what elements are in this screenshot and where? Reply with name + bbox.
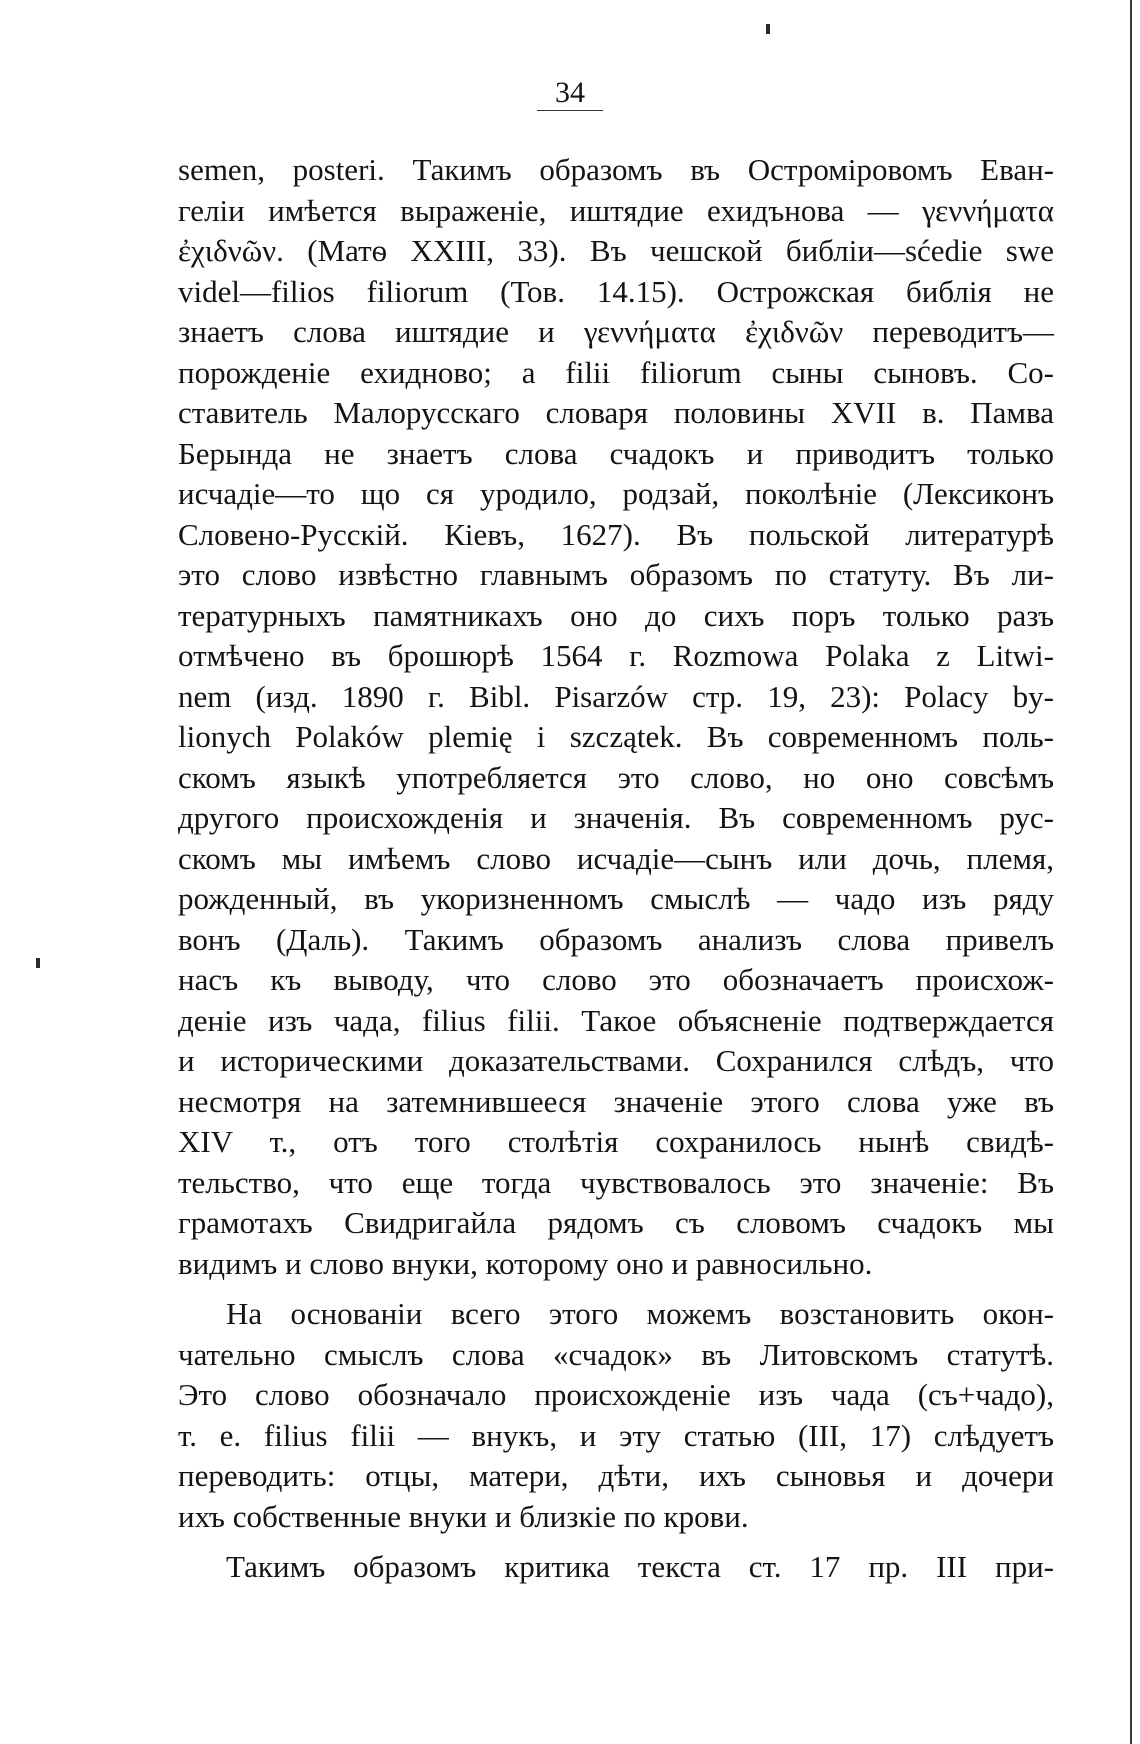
text-line: ἐχιδνῶν. (Матѳ XXIII, 33). Въ чешской библіи—sćedie swe	[178, 233, 1054, 268]
text-line: На основаніи всего этого можемъ возстановить окон-	[226, 1296, 1054, 1331]
text-line: геліи имѣется выраженіе, иштядие ехидънова — γεννήματα	[178, 192, 1054, 228]
text-line: Это слово обозначало происхожденіе изъ чада (съ+чадо),	[178, 1377, 1054, 1412]
text-line: XIV т., отъ того столѣтія сохранилось нынѣ свидѣ-	[178, 1124, 1054, 1159]
text-line: скомъ языкѣ употребляется это слово, но оно совсѣмъ	[178, 759, 1054, 795]
scan-edge	[1130, 0, 1132, 1744]
text-line: Такимъ образомъ критика текста ст. 17 пр. III при-	[226, 1549, 1054, 1584]
text-line: lionych Polaków plemię i szczątek. Въ современномъ поль-	[178, 719, 1054, 754]
text-line: videl—filios filiorum (Тов. 14.15). Острожская библія не	[178, 273, 1054, 309]
text-line: видимъ и слово внуки, которому оно и равносильно.	[178, 1245, 873, 1281]
paragraph-gap	[178, 1537, 1054, 1547]
text-line: nem (изд. 1890 г. Bibl. Pisarzów стр. 19, 23): Polacy by-	[178, 678, 1054, 714]
text-line: Берында не знаетъ слова счадокъ и приводитъ только	[178, 435, 1054, 471]
text-line: насъ къ выводу, что слово это обозначаетъ происхож-	[178, 962, 1054, 997]
page-number	[0, 78, 1140, 111]
text-line: грамотахъ Свидригайла рядомъ съ словомъ счадокъ мы	[178, 1205, 1054, 1240]
text-line: другого происхожденія и значенія. Въ современномъ рус-	[178, 800, 1054, 835]
page-number-text: 34	[537, 78, 603, 111]
text-line: деніе изъ чада, filius filii. Такое объясненіе подтверждается	[178, 1002, 1054, 1038]
text-line: и историческими доказательствами. Сохранился слѣдъ, что	[178, 1043, 1054, 1078]
text-line: вонъ (Даль). Такимъ образомъ анализъ слова привелъ	[178, 921, 1054, 957]
text-line: т. е. filius filii — внукъ, и эту статью (III, 17) слѣдуетъ	[178, 1417, 1054, 1453]
text-line: тературныхъ памятникахъ оно до сихъ поръ только разъ	[178, 597, 1054, 633]
paragraph-list	[178, 150, 1054, 1588]
text-line: переводить: отцы, матери, дѣти, ихъ сыновья и дочери	[178, 1458, 1054, 1493]
text-line: Словено-Русскій. Кіевъ, 1627). Въ польской литературѣ	[178, 516, 1054, 552]
paragraph-gap	[178, 1284, 1054, 1294]
text-line: это слово извѣстно главнымъ образомъ по статуту. Въ ли-	[178, 557, 1054, 592]
paragraph	[178, 150, 1054, 1284]
text-line: ихъ собственные внуки и близкіе по крови.	[178, 1498, 749, 1534]
text-line: рожденный, въ укоризненномъ смыслѣ — чадо изъ ряду	[178, 881, 1054, 916]
body-text	[178, 150, 1054, 1588]
scan-speck	[36, 958, 40, 968]
paragraph	[178, 1294, 1054, 1537]
text-line: тельство, что еще тогда чувствовалось это значеніе: Въ	[178, 1164, 1054, 1200]
text-line: порожденіе ехидново; а filii filiorum сыны сыновъ. Со-	[178, 354, 1054, 390]
text-line: semen, posteri. Такимъ образомъ въ Остроміровомъ Еван-	[178, 152, 1054, 187]
text-line: несмотря на затемнившееся значеніе этого слова уже въ	[178, 1083, 1054, 1119]
text-line: ставитель Малорусскаго словаря половины XVII в. Памва	[178, 395, 1054, 430]
text-line: исчадіе—то що ся уродило, родзай, поколѣніе (Лексиконъ	[178, 476, 1054, 511]
text-line: отмѣчено въ брошюрѣ 1564 г. Rozmowa Polaka z Litwi-	[178, 638, 1054, 673]
scan-speck	[766, 24, 770, 34]
paragraph	[178, 1547, 1054, 1588]
text-line: чательно смыслъ слова «счадок» въ Литовскомъ статутѣ.	[178, 1336, 1054, 1372]
text-line: скомъ мы имѣемъ слово исчадіе—сынъ или дочь, племя,	[178, 840, 1054, 876]
text-line: знаетъ слова иштядие и γεννήματα ἐχιδνῶν переводитъ—	[178, 314, 1054, 349]
